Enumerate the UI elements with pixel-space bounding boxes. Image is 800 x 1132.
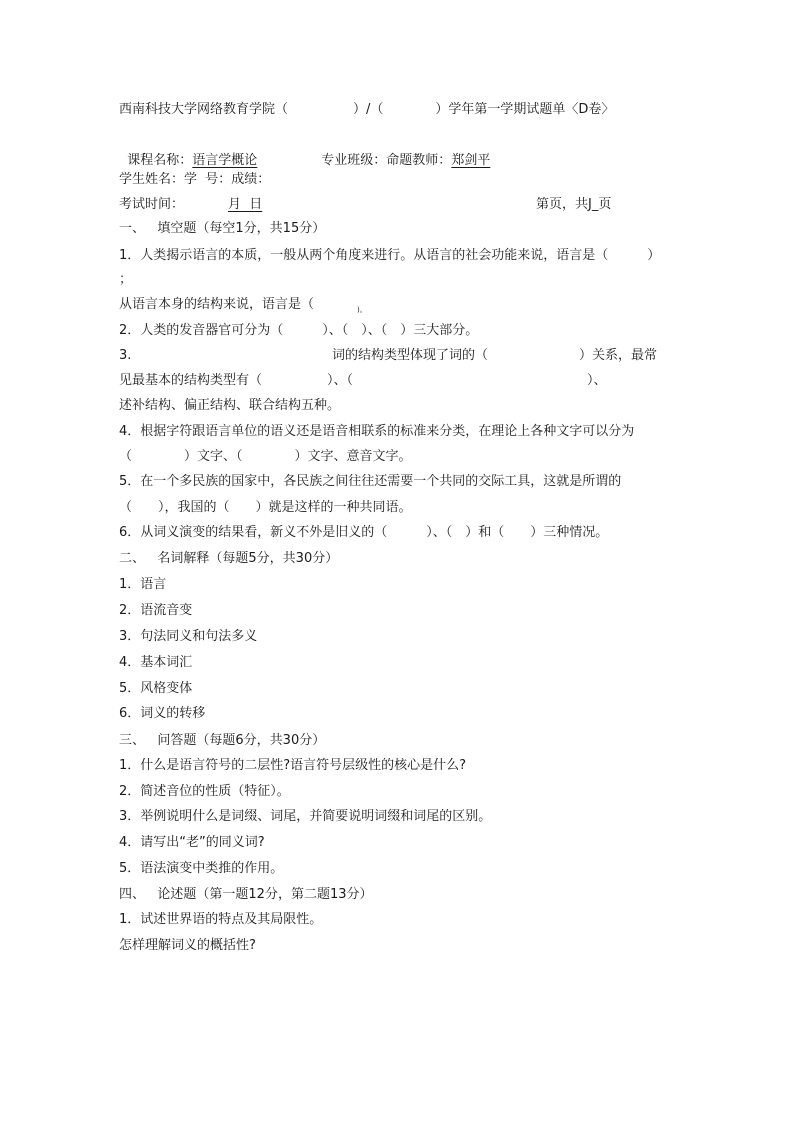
student-line: 学生姓名：学 号：成绩： (119, 172, 271, 187)
question-item: 1．人类揭示语言的本质，一般从两个角度来进行。从语言的社会功能来说，语言是（ ） (119, 248, 661, 263)
question-item: 述补结构、偏正结构、联合结构五种。 (119, 398, 341, 413)
question-item: 1．试述世界语的特点及其局限性。 (119, 912, 323, 927)
question-item: ； (119, 272, 133, 287)
question-item: 1．什么是语言符号的二层性?语言符号层级性的核心是什么? (119, 758, 467, 773)
small-mark: )。 (357, 306, 367, 314)
course-line (119, 137, 490, 169)
course-name: 语言学概论 (192, 153, 258, 168)
question-item: 见最基本的结构类型有（ ）、（ ）、 (119, 373, 607, 388)
question-item: （ ），我国的（ ）就是这样的一种共同语。 (119, 500, 412, 515)
question-number: 3. (119, 348, 132, 363)
section-heading-fill-blank: 一、 填空题（每空1分，共15分） (119, 221, 326, 236)
question-item: 从语言本身的结构来说，语言是（ (119, 297, 315, 312)
question-item: 怎样理解词义的概括性? (119, 938, 256, 953)
question-item: （ ）文字、（ ）文字、意音文字。 (119, 449, 412, 464)
course-label: 课程名称： (127, 153, 193, 168)
question-item: 2．语流音变 (119, 603, 193, 618)
question-item: 1．语言 (119, 577, 167, 592)
question-item: 5．语法演变中类推的作用。 (119, 861, 284, 876)
question-item: 4．请写出“老”的同义词? (119, 835, 265, 850)
question-item: 6．从词义演变的结果看，新义不外是旧义的（ ）、（ ）和（ ）三种情况。 (119, 525, 609, 540)
section-heading-qa: 三、 问答题（每题6分，共30分） (119, 733, 326, 748)
question-item: 2．人类的发音器官可分为（ ）、（ ）、（ ）三大部分。 (119, 323, 479, 338)
section-heading-terms: 二、 名词解释（每题5分，共30分） (119, 551, 339, 566)
question-item: 5．在一个多民族的国家中，各民族之间往往还需要一个共同的交际工具，这就是所谓的 (119, 474, 622, 489)
question-item: 4．根据字符跟语言单位的语义还是语音相联系的标准来分类，在理论上各种文字可以分为 (119, 424, 635, 439)
exam-title: 西南科技大学网络教育学院（ ）/（ ）学年第一学期试题单〈D卷〉 (119, 102, 615, 117)
question-item: 2．简述音位的性质（特征）。 (119, 784, 290, 799)
question-item: 6．词义的转移 (119, 706, 206, 721)
exam-time-label: 考试时间： (119, 197, 185, 212)
question-item: 3．句法同义和句法多义 (119, 629, 258, 644)
exam-time-value: 月 日 (228, 197, 263, 212)
question-item: 5．风格变体 (119, 681, 193, 696)
question-item: 词的结构类型体现了词的（ ）关系，最常 (332, 348, 658, 363)
teacher-name: 郑剑平 (451, 153, 491, 168)
question-item: 4．基本词汇 (119, 655, 193, 670)
question-item: 3．举例说明什么是词缀、词尾，并简要说明词缀和词尾的区别。 (119, 809, 492, 824)
page-info: 第页，共J_页 (536, 197, 612, 212)
section-heading-essay: 四、 论述题（第一题12分，第二题13分） (119, 887, 373, 902)
class-teacher-label: 专业班级：命题教师： (321, 153, 452, 168)
